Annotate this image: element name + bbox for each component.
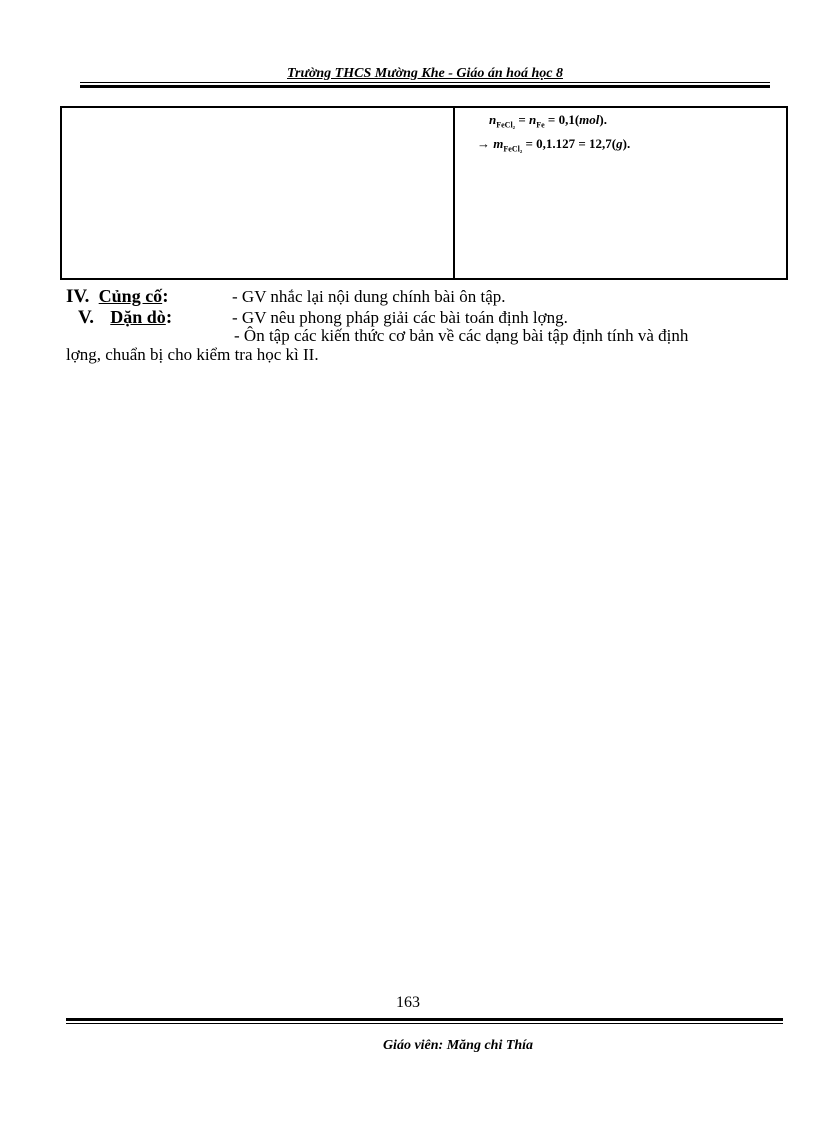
- section-number: IV.: [66, 286, 90, 307]
- section-v-line-3: lợng, chuẩn bị cho kiểm tra học kì II.: [66, 345, 319, 364]
- header-rule: [80, 82, 770, 83]
- section-iv-heading: IV. Củng cố:: [66, 286, 169, 307]
- section-number: V.: [78, 307, 95, 328]
- footer-rule-thick: [66, 1018, 783, 1021]
- section-title: Dặn dò: [110, 307, 166, 327]
- section-v-line-2: - Ôn tập các kiến thức cơ bản về các dạng bài tập định tính và định: [234, 326, 689, 345]
- formula-mole: $n_{FeCl_2} = n_{Fe} = 0,1(mol)$.: [489, 112, 607, 130]
- header-title: Trường THCS Mường Khe - Giáo án hoá học 8: [287, 66, 563, 81]
- section-v-heading: V. Dặn dò:: [78, 307, 173, 328]
- table-cell-left: [62, 108, 455, 278]
- page-number: 163: [396, 994, 420, 1011]
- formula-mass: → $m_{FeCl_2} = 0,1.127 = 12,7(g)$.: [477, 136, 631, 154]
- footer-teacher: Giáo viên: Măng chi Thía: [382, 1038, 534, 1053]
- page-header: [80, 66, 770, 90]
- section-v-line-1: - GV nêu phong pháp giải các bài toán định lợng.: [232, 308, 568, 327]
- section-iv-text: - GV nhắc lại nội dung chính bài ôn tập.: [232, 287, 506, 306]
- section-title: Củng cố: [98, 286, 163, 306]
- header-rule-thick: [80, 85, 770, 88]
- table-cell-right: [455, 108, 786, 278]
- footer-rule: [66, 1023, 783, 1024]
- lesson-table: [60, 106, 788, 280]
